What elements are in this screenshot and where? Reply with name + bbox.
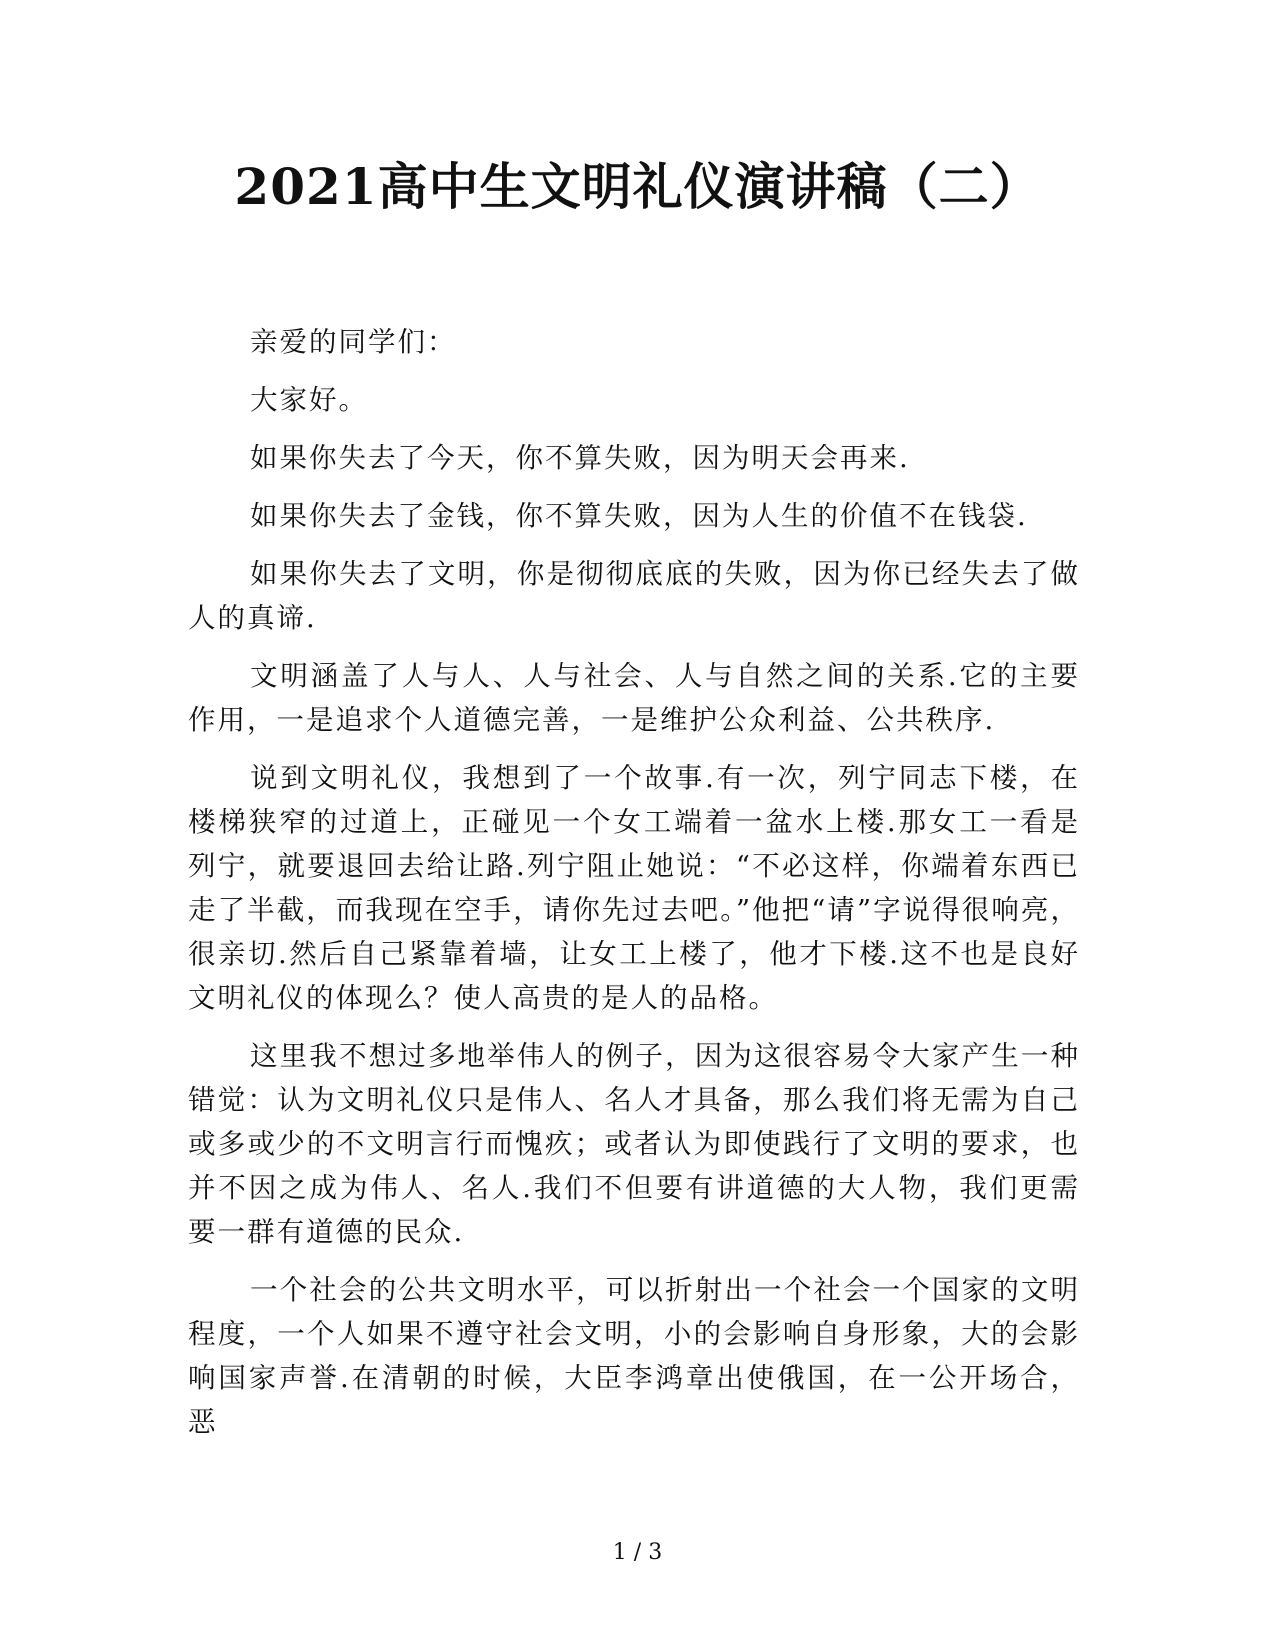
paragraph-lenin-story: 说到文明礼仪，我想到了一个故事.有一次，列宁同志下楼，在楼梯狭窄的过道上，正碰见一个女工端着一盆水上楼.那女工一看是列宁，就要退回去给让路.列宁阻止她说：“不必这样，你端着东西已走了半截，而我现在空手，请你先过去吧。”他把“请”字说得很响亮，很亲切.然后自己紧靠着墙，让女工上楼了，他才下楼.这不也是良好文明礼仪的体现么？使人高贵的是人的品格。 [188, 762, 1080, 1014]
paragraph-salutation: 亲爱的同学们： [250, 326, 457, 358]
paragraph-greeting: 大家好。 [250, 384, 368, 416]
document-body [188, 320, 1080, 1458]
paragraph-public-civility: 一个社会的公共文明水平，可以折射出一个社会一个国家的文明程度，一个人如果不遵守社会文明，小的会影响自身形象，大的会影响国家声誉.在清朝的时候，大臣李鸿章出使俄国，在一公开场合，恶 [188, 1274, 1080, 1438]
paragraph-today: 如果你失去了今天，你不算失败，因为明天会再来. [250, 442, 910, 474]
document-title: 2021高中生文明礼仪演讲稿（二） [234, 157, 1041, 216]
paragraph-money: 如果你失去了金钱，你不算失败，因为人生的价值不在钱袋. [250, 500, 1028, 532]
page-number: 1 / 3 [612, 1540, 663, 1565]
paragraph-great-people: 这里我不想过多地举伟人的例子，因为这很容易令大家产生一种错觉：认为文明礼仪只是伟人、名人才具备，那么我们将无需为自己或多或少的不文明言行而愧疚；或者认为即使践行了文明的要求，也并不因之成为伟人、名人.我们不但要有讲道德的大人物，我们更需要一群有道德的民众. [188, 1040, 1080, 1248]
paragraph-scope: 文明涵盖了人与人、人与社会、人与自然之间的关系.它的主要作用，一是追求个人道德完善，一是维护公众利益、公共秩序. [188, 660, 1080, 736]
paragraph-civility: 如果你失去了文明，你是彻彻底底的失败，因为你已经失去了做人的真谛. [188, 558, 1080, 634]
